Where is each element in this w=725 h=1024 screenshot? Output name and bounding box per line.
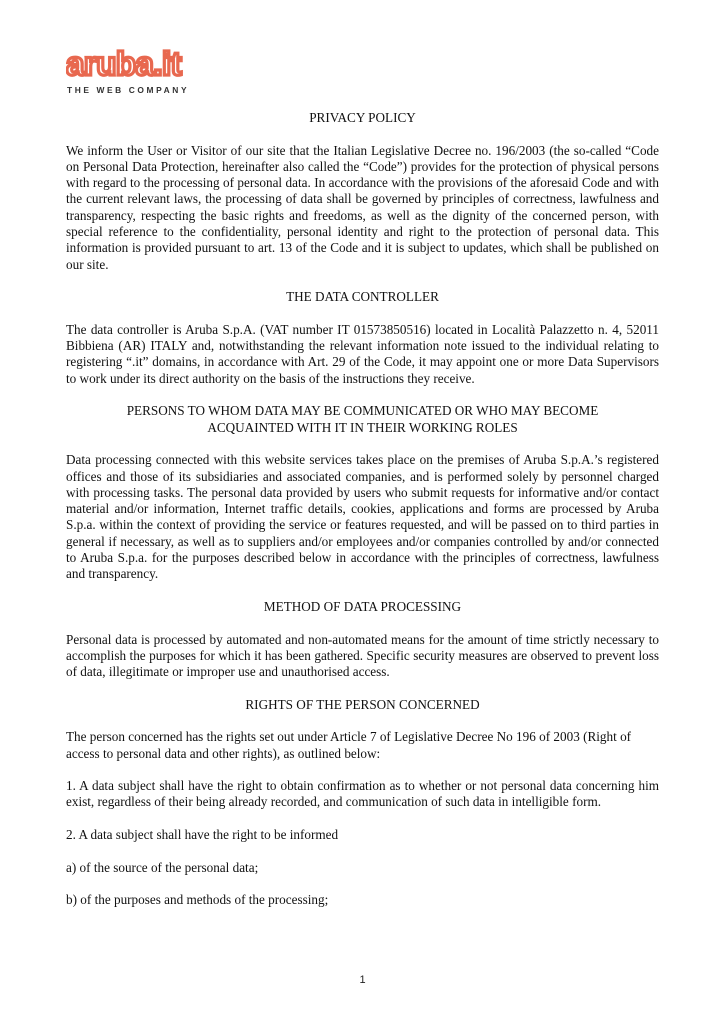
section-heading: METHOD OF DATA PROCESSING (263, 598, 462, 614)
section-paragraph: Personal data is processed by automated and non-automated means for the amount of time strictly necessary to accomplish the purposes for which it has been gathered. Specific security measures are observed to prevent loss of data, illegitimate or improper use and unauthorised access. (66, 631, 659, 680)
section-heading: PERSONS TO WHOM DATA MAY BE COMMUNICATED OR WHO MAY BECOME ACQUAINTED WITH IT IN THEIR WORKING ROLES (126, 403, 599, 435)
page-number: 1 (359, 974, 366, 986)
section-paragraph: 2. A data subject shall have the right to be informed (66, 827, 339, 843)
svg-text:aruba.it: aruba.it (66, 45, 182, 82)
document-title: PRIVACY POLICY (309, 110, 416, 125)
section-paragraph: 1. A data subject shall have the right to obtain confirmation as to whether or not personal data concerning him exist, regardless of their being already recorded, and communication of such data in intelligible form. (66, 778, 659, 810)
section-paragraph: Data processing connected with this website services takes place on the premises of Aruba S.p.A.’s registered offices and those of its subsidiaries and associated companies, and is performed solely by personnel charged with processing tasks. The personal data provided by users who submit requests for informative and/or contact material and/or information, Internet traffic details, cookies, applications and forms are processed by Aruba S.p.a. within the context of providing the service or features requested, and will be passed on to third parties in general if necessary, as well as to suppliers and/or employees and/or companies controlled by and/or connected to Aruba S.p.a. for the purposes described below in accordance with the principles of correctness, lawfulness and transparency. (66, 452, 659, 582)
document-body (66, 110, 659, 925)
section-data-recipients (66, 403, 659, 582)
section-paragraph: a) of the source of the personal data; (66, 859, 259, 875)
svg-text:THE WEB COMPANY: THE WEB COMPANY (67, 85, 190, 95)
section-paragraph: The person concerned has the rights set out under Article 7 of Legislative Decree No 196 of 2003 (Right of access to personal data and other rights), as outlined below: (66, 729, 632, 761)
section-paragraph: The data controller is Aruba S.p.A. (VAT number IT 01573850516) located in Località Palazzetto n. 4, 52011 Bibbiena (AR) ITALY and, notwithstanding the relevant information note issued to the individual relating to registering “.it” domains, in accordance with Art. 29 of the Code, it may appoint one or more Data Supervisors to work under its direct authority on the basis of the instructions they receive. (66, 321, 659, 386)
aruba-logo (66, 44, 206, 98)
section-heading: THE DATA CONTROLLER (286, 289, 439, 305)
aruba-logo-mark (66, 44, 206, 98)
intro-paragraph: We inform the User or Visitor of our site that the Italian Legislative Decree no. 196/2003 (the so-called “Code on Personal Data Protection, hereinafter also called the “Code”) provides for the protection of physical persons with regard to the processing of personal data. In accordance with the provisions of the aforesaid Code and with the current relevant laws, the processing of data shall be governed by principles of correctness, lawfulness and transparency, respecting the basic rights and freedoms, as well as the dignity of the concerned person, with special reference to the confidentiality, personal identity and right to the protection of personal data. This information is provided pursuant to art. 13 of the Code and it is subject to updates, which shall be published on our site. (66, 142, 659, 272)
section-heading: RIGHTS OF THE PERSON CONCERNED (245, 696, 480, 712)
section-rights (66, 697, 659, 909)
section-processing-method (66, 599, 659, 680)
section-data-controller (66, 289, 659, 387)
section-paragraph: b) of the purposes and methods of the processing; (66, 892, 329, 908)
